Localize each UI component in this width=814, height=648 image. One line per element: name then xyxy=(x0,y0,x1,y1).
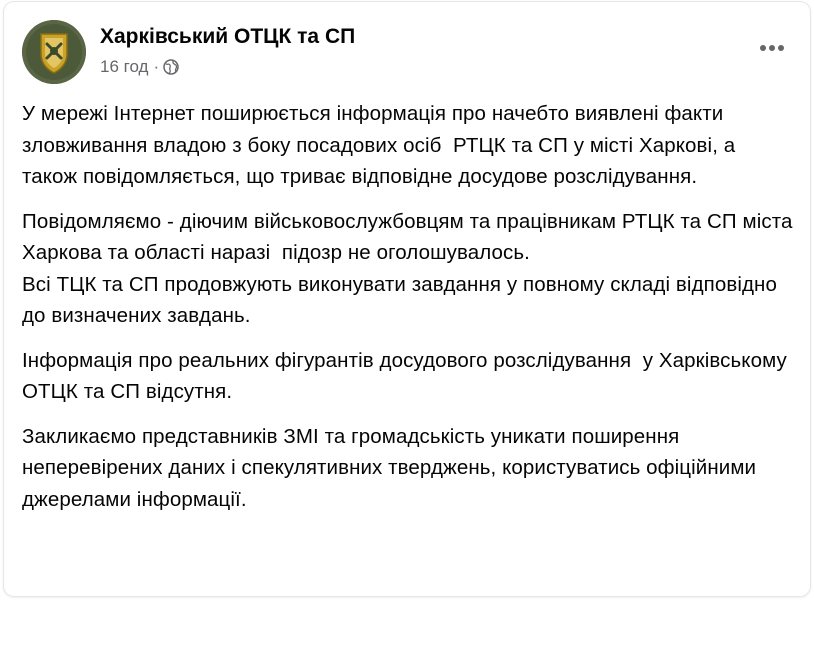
post-text xyxy=(22,98,794,528)
more-horizontal-icon xyxy=(759,44,785,52)
post-header xyxy=(22,20,792,84)
author-block xyxy=(100,23,355,77)
post-time[interactable]: 16 год xyxy=(100,57,149,76)
globe-icon[interactable] xyxy=(163,59,179,75)
post-paragraph: Повідомляємо - діючим військовослужбовцям та працівникам РТЦК та СП міста Харкова та області наразі підозр не оголошувалось. Всі ТЦК та СП продовжують виконувати завдання у повному складі відповідно до визначених завдань. xyxy=(22,209,793,327)
meta-separator: · xyxy=(153,57,160,76)
post-card xyxy=(4,2,810,596)
post-paragraph: У мережі Інтернет поширюється інформація про начебто виявлені факти зловживання владою з боку посадових осіб РТЦК та СП у місті Харкові, а також повідомляється, що триває відповідне досудове розслідування. xyxy=(22,102,742,188)
page-name[interactable]: Харківський ОТЦК та СП xyxy=(100,25,356,48)
post-paragraph: Інформація про реальних фігурантів досудового розслідування у Харківському ОТЦК та СП відсутня. xyxy=(22,348,793,403)
post-meta xyxy=(100,57,355,77)
more-options-button[interactable] xyxy=(752,30,792,66)
post-paragraph: Закликаємо представників ЗМІ та громадськість уникати поширення неперевірених даних і спекулятивних тверджень, користуватись офіційними джерелами інформації. xyxy=(22,424,762,511)
page-avatar[interactable] xyxy=(22,20,86,84)
military-emblem-icon xyxy=(22,20,86,84)
